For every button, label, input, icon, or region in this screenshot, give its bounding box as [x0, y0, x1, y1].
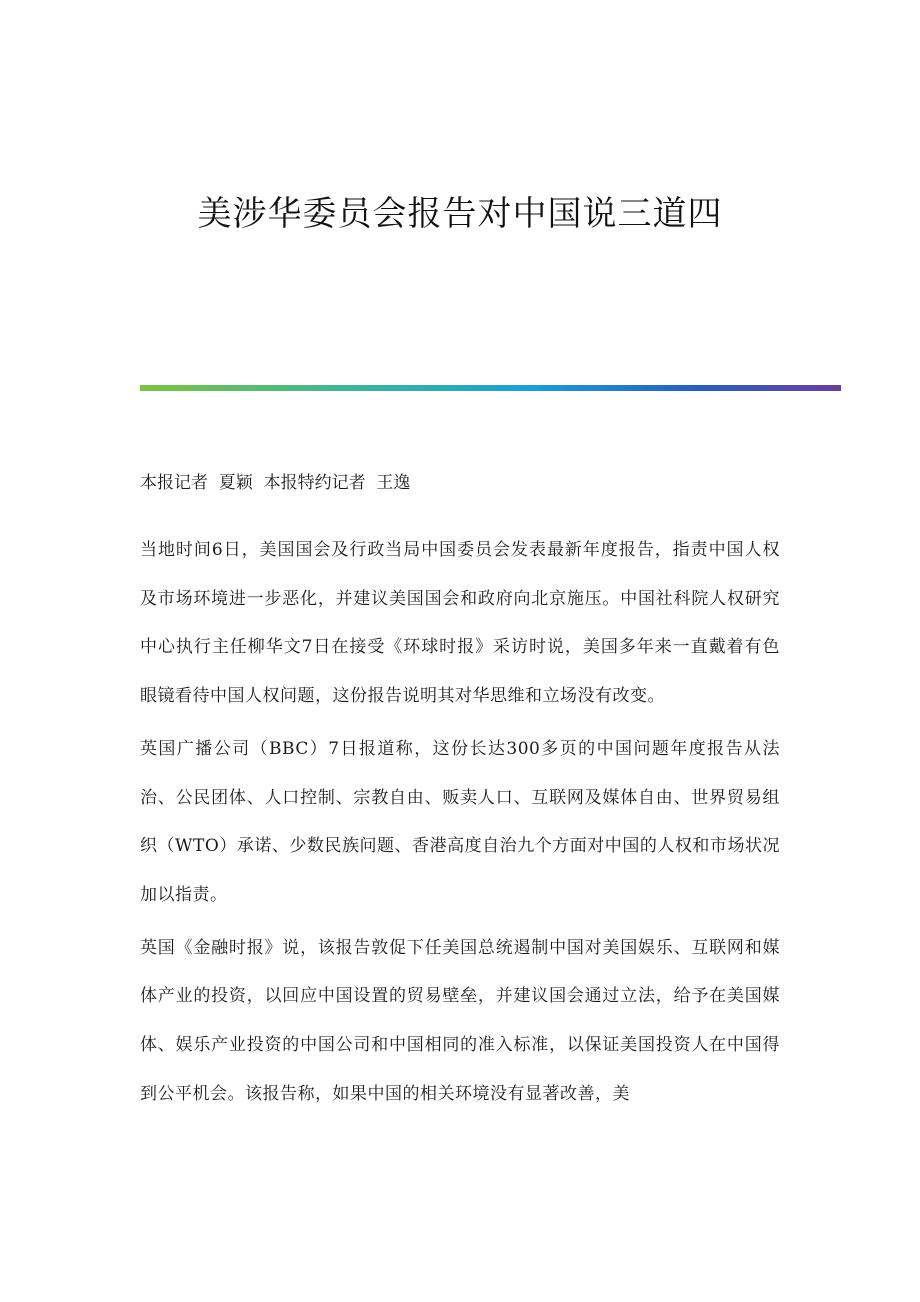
byline: 本报记者 夏颖 本报特约记者 王逸 [140, 473, 411, 493]
paragraph: 当地时间6日，美国国会及行政当局中国委员会发表最新年度报告，指责中国人权及市场环境进一步恶化，并建议美国国会和政府向北京施压。中国社科院人权研究中心执行主任柳华文7日在接受《环球时报》采访时说，美国多年来一直戴着有色眼镜看待中国人权问题，这份报告说明其对华思维和立场没有改变。 [140, 540, 780, 707]
paragraph: 英国《金融时报》说，该报告敦促下任美国总统遏制中国对美国娱乐、互联网和媒体产业的投资，以回应中国设置的贸易壁垒，并建议国会通过立法，给予在美国媒体、娱乐产业投资的中国公司和中国相同的准入标准，以保证美国投资人在中国得到公平机会。该报告称，如果中国的相关环境没有显著改善，美 [140, 937, 780, 1104]
paragraph: 英国广播公司（BBC）7日报道称，这份长达300多页的中国问题年度报告从法治、公民团体、人口控制、宗教自由、贩卖人口、互联网及媒体自由、世界贸易组织（WTO）承诺、少数民族问题、香港高度自治九个方面对中国的人权和市场状况加以指责。 [140, 738, 780, 905]
document-title: 美涉华委员会报告对中国说三道四 [197, 194, 723, 234]
article-body [140, 470, 780, 1122]
title-divider [140, 385, 841, 391]
